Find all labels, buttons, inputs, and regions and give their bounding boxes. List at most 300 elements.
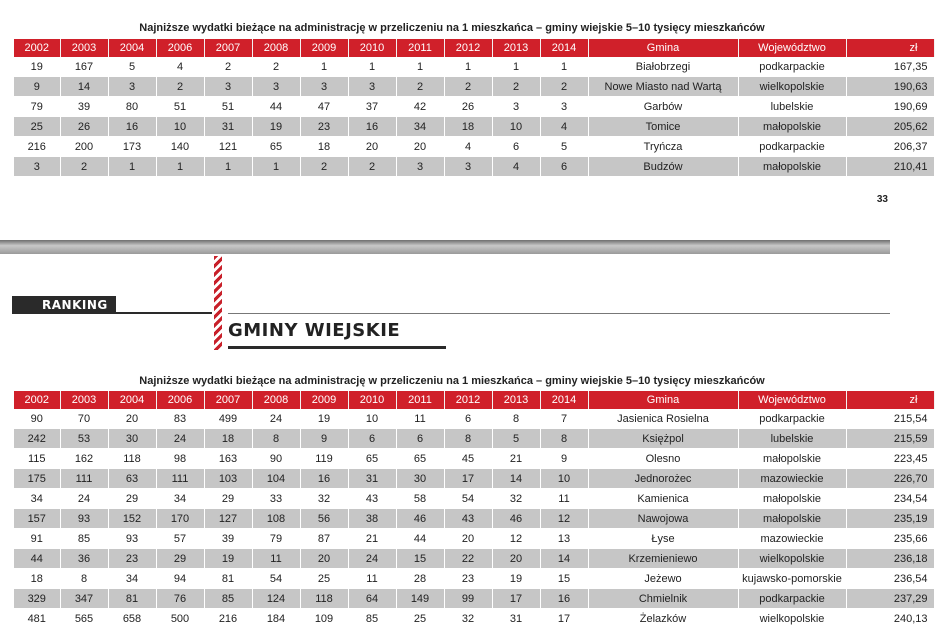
table-cell: 93 <box>108 529 156 549</box>
table-cell: 81 <box>204 569 252 589</box>
table-cell: 1 <box>252 157 300 177</box>
table-cell: 33 <box>252 489 300 509</box>
table-cell: 5 <box>540 137 588 157</box>
column-header: 2004 <box>108 391 156 409</box>
bottom-table-title: Najniższe wydatki bieżące na administrację w przeliczeniu na 1 mieszkańca – gminy wiejskie 5–10 tysięcy mieszkańców <box>139 375 765 387</box>
table-cell: 34 <box>14 489 60 509</box>
page-divider-band <box>0 240 890 254</box>
table-cell: 85 <box>204 589 252 609</box>
table-cell: 19 <box>204 549 252 569</box>
table-cell: 1 <box>492 57 540 77</box>
table-cell: 3 <box>396 157 444 177</box>
table-cell: 223,45 <box>846 449 934 469</box>
ranking-underline <box>116 312 212 314</box>
table-cell: Żelazków <box>588 609 738 629</box>
table-cell: 32 <box>444 609 492 629</box>
table-cell: 16 <box>348 117 396 137</box>
table-cell: 237,29 <box>846 589 934 609</box>
table-cell: 1 <box>204 157 252 177</box>
table-cell: 162 <box>60 449 108 469</box>
table-cell: Tomice <box>588 117 738 137</box>
table-row <box>14 469 934 489</box>
table-cell: 44 <box>14 549 60 569</box>
table-cell: 1 <box>300 57 348 77</box>
table-row <box>14 429 934 449</box>
table-cell: 206,37 <box>846 137 934 157</box>
column-header: 2006 <box>156 391 204 409</box>
table-cell: 5 <box>492 429 540 449</box>
table-cell: 43 <box>444 509 492 529</box>
table-cell: podkarpackie <box>738 409 846 429</box>
table-cell: 31 <box>204 117 252 137</box>
table-cell: 2 <box>540 77 588 97</box>
column-header: 2006 <box>156 39 204 57</box>
table-cell: 20 <box>108 409 156 429</box>
table-cell: 16 <box>300 469 348 489</box>
table-cell: 111 <box>60 469 108 489</box>
table-cell: 104 <box>252 469 300 489</box>
table-cell: 149 <box>396 589 444 609</box>
table-cell: 18 <box>300 137 348 157</box>
table-cell: 9 <box>300 429 348 449</box>
table-cell: 210,41 <box>846 157 934 177</box>
table-cell: 11 <box>348 569 396 589</box>
table-cell: 17 <box>540 609 588 629</box>
table-cell: 1 <box>348 57 396 77</box>
table-cell: 108 <box>252 509 300 529</box>
table-cell: 65 <box>252 137 300 157</box>
table-cell: 2 <box>444 77 492 97</box>
table-cell: 3 <box>108 77 156 97</box>
table-cell: 21 <box>492 449 540 469</box>
table-cell: 20 <box>348 137 396 157</box>
table-cell: 19 <box>14 57 60 77</box>
table-cell: 18 <box>14 569 60 589</box>
table-cell: 16 <box>540 589 588 609</box>
table-cell: wielkopolskie <box>738 77 846 97</box>
table-row <box>14 409 934 429</box>
table-row <box>14 97 934 117</box>
table-cell: 19 <box>252 117 300 137</box>
table-row <box>14 77 934 97</box>
table-cell: lubelskie <box>738 429 846 449</box>
table-cell: 226,70 <box>846 469 934 489</box>
table-cell: 184 <box>252 609 300 629</box>
table-cell: 6 <box>444 409 492 429</box>
table-cell: 4 <box>540 117 588 137</box>
table-cell: 20 <box>492 549 540 569</box>
table-cell: 236,54 <box>846 569 934 589</box>
table-cell: 2 <box>60 157 108 177</box>
table-row <box>14 609 934 629</box>
table-cell: 157 <box>14 509 60 529</box>
table-cell: 3 <box>252 77 300 97</box>
table-cell: 1 <box>108 157 156 177</box>
column-header: zł <box>846 391 934 409</box>
table-cell: 65 <box>396 449 444 469</box>
table-cell: 17 <box>444 469 492 489</box>
top-table-header <box>14 39 934 57</box>
table-cell: 12 <box>540 509 588 529</box>
section-title-underline <box>228 346 446 349</box>
table-cell: 2 <box>492 77 540 97</box>
table-cell: 38 <box>348 509 396 529</box>
table-cell: 76 <box>156 589 204 609</box>
table-row <box>14 117 934 137</box>
table-cell: 152 <box>108 509 156 529</box>
table-cell: Łyse <box>588 529 738 549</box>
table-cell: 163 <box>204 449 252 469</box>
table-row <box>14 157 934 177</box>
table-cell: małopolskie <box>738 489 846 509</box>
table-cell: 54 <box>444 489 492 509</box>
table-cell: 25 <box>14 117 60 137</box>
table-cell: 173 <box>108 137 156 157</box>
table-cell: 200 <box>60 137 108 157</box>
table-cell: 25 <box>300 569 348 589</box>
table-cell: 4 <box>492 157 540 177</box>
table-cell: 216 <box>14 137 60 157</box>
table-cell: 118 <box>300 589 348 609</box>
table-cell: Jeżewo <box>588 569 738 589</box>
table-cell: 70 <box>60 409 108 429</box>
column-header: 2010 <box>348 391 396 409</box>
table-cell: 170 <box>156 509 204 529</box>
table-row <box>14 137 934 157</box>
table-cell: 98 <box>156 449 204 469</box>
table-row <box>14 489 934 509</box>
table-cell: 45 <box>444 449 492 469</box>
table-cell: Księżpol <box>588 429 738 449</box>
table-cell: 24 <box>348 549 396 569</box>
table-cell: Nawojowa <box>588 509 738 529</box>
table-cell: 65 <box>348 449 396 469</box>
table-cell: 29 <box>156 549 204 569</box>
table-cell: 15 <box>396 549 444 569</box>
table-cell: 481 <box>14 609 60 629</box>
table-cell: 20 <box>396 137 444 157</box>
column-header: 2004 <box>108 39 156 57</box>
table-cell: 94 <box>156 569 204 589</box>
table-cell: 14 <box>492 469 540 489</box>
column-header: Gmina <box>588 39 738 57</box>
table-row <box>14 57 934 77</box>
table-cell: lubelskie <box>738 97 846 117</box>
table-cell: 347 <box>60 589 108 609</box>
column-header: Województwo <box>738 39 846 57</box>
table-cell: 3 <box>540 97 588 117</box>
table-cell: 111 <box>156 469 204 489</box>
table-cell: 58 <box>396 489 444 509</box>
table-cell: 91 <box>14 529 60 549</box>
hatched-divider <box>214 256 222 350</box>
table-cell: 46 <box>396 509 444 529</box>
section-title: GMINY WIEJSKIE <box>228 320 401 341</box>
table-cell: 30 <box>108 429 156 449</box>
table-cell: Jasienica Rosielna <box>588 409 738 429</box>
table-cell: 6 <box>540 157 588 177</box>
table-cell: 19 <box>300 409 348 429</box>
table-cell: 24 <box>156 429 204 449</box>
table-cell: 32 <box>492 489 540 509</box>
table-cell: 54 <box>252 569 300 589</box>
table-cell: Chmielnik <box>588 589 738 609</box>
table-cell: 24 <box>60 489 108 509</box>
table-cell: 43 <box>348 489 396 509</box>
table-cell: 93 <box>60 509 108 529</box>
table-cell: 140 <box>156 137 204 157</box>
table-cell: 23 <box>108 549 156 569</box>
table-cell: 25 <box>396 609 444 629</box>
table-cell: 500 <box>156 609 204 629</box>
table-cell: 80 <box>108 97 156 117</box>
table-cell: 12 <box>492 529 540 549</box>
table-cell: 32 <box>300 489 348 509</box>
table-cell: 2 <box>300 157 348 177</box>
table-cell: 21 <box>348 529 396 549</box>
table-cell: 14 <box>540 549 588 569</box>
table-cell: 127 <box>204 509 252 529</box>
table-cell: 90 <box>14 409 60 429</box>
table-cell: 18 <box>444 117 492 137</box>
table-row <box>14 549 934 569</box>
column-header: zł <box>846 39 934 57</box>
table-cell: 1 <box>444 57 492 77</box>
table-cell: 9 <box>540 449 588 469</box>
table-cell: Garbów <box>588 97 738 117</box>
table-cell: 235,19 <box>846 509 934 529</box>
table-cell: 190,69 <box>846 97 934 117</box>
table-cell: 4 <box>156 57 204 77</box>
table-cell: 2 <box>396 77 444 97</box>
table-cell: 39 <box>204 529 252 549</box>
table-cell: Białobrzegi <box>588 57 738 77</box>
table-cell: 81 <box>108 589 156 609</box>
section-rule <box>228 313 890 314</box>
table-row <box>14 569 934 589</box>
column-header: 2013 <box>492 39 540 57</box>
table-cell: 57 <box>156 529 204 549</box>
table-cell: 1 <box>396 57 444 77</box>
table-cell: 124 <box>252 589 300 609</box>
table-cell: 87 <box>300 529 348 549</box>
table-cell: 64 <box>348 589 396 609</box>
ranking-label: RANKING <box>12 296 116 314</box>
column-header: 2014 <box>540 39 588 57</box>
table-cell: 1 <box>540 57 588 77</box>
table-cell: 167 <box>60 57 108 77</box>
table-cell: 10 <box>156 117 204 137</box>
top-ranking-table <box>14 39 935 177</box>
table-cell: 565 <box>60 609 108 629</box>
table-cell: 235,66 <box>846 529 934 549</box>
table-cell: 79 <box>14 97 60 117</box>
table-cell: 234,54 <box>846 489 934 509</box>
column-header: 2002 <box>14 39 60 57</box>
table-row <box>14 449 934 469</box>
table-cell: 8 <box>492 409 540 429</box>
table-cell: Nowe Miasto nad Wartą <box>588 77 738 97</box>
table-cell: 51 <box>204 97 252 117</box>
column-header: 2009 <box>300 391 348 409</box>
table-cell: 30 <box>396 469 444 489</box>
table-cell: 240,13 <box>846 609 934 629</box>
column-header: 2010 <box>348 39 396 57</box>
table-cell: 2 <box>348 157 396 177</box>
table-cell: 2 <box>252 57 300 77</box>
table-cell: małopolskie <box>738 117 846 137</box>
table-cell: 99 <box>444 589 492 609</box>
table-cell: podkarpackie <box>738 589 846 609</box>
table-cell: 20 <box>444 529 492 549</box>
column-header: 2008 <box>252 39 300 57</box>
table-cell: wielkopolskie <box>738 609 846 629</box>
table-cell: 26 <box>444 97 492 117</box>
column-header: 2003 <box>60 39 108 57</box>
table-cell: 3 <box>492 97 540 117</box>
page-number: 33 <box>876 194 888 205</box>
table-cell: 28 <box>396 569 444 589</box>
table-cell: 3 <box>348 77 396 97</box>
table-row <box>14 509 934 529</box>
table-cell: 658 <box>108 609 156 629</box>
table-cell: 3 <box>14 157 60 177</box>
table-row <box>14 589 934 609</box>
table-cell: 24 <box>252 409 300 429</box>
table-cell: 103 <box>204 469 252 489</box>
table-cell: 215,59 <box>846 429 934 449</box>
bottom-ranking-table <box>14 391 935 629</box>
table-cell: małopolskie <box>738 157 846 177</box>
table-cell: 18 <box>204 429 252 449</box>
table-cell: kujawsko-pomorskie <box>738 569 846 589</box>
table-cell: 23 <box>300 117 348 137</box>
table-cell: 13 <box>540 529 588 549</box>
table-cell: 10 <box>492 117 540 137</box>
table-cell: 47 <box>300 97 348 117</box>
table-cell: 23 <box>444 569 492 589</box>
table-cell: 22 <box>444 549 492 569</box>
table-cell: 3 <box>444 157 492 177</box>
table-cell: 17 <box>492 589 540 609</box>
table-cell: 118 <box>108 449 156 469</box>
table-cell: 121 <box>204 137 252 157</box>
table-cell: 19 <box>492 569 540 589</box>
table-cell: 2 <box>156 77 204 97</box>
table-cell: 42 <box>396 97 444 117</box>
table-cell: 46 <box>492 509 540 529</box>
table-cell: 236,18 <box>846 549 934 569</box>
table-cell: 20 <box>300 549 348 569</box>
table-cell: 205,62 <box>846 117 934 137</box>
column-header: 2014 <box>540 391 588 409</box>
table-cell: Jednorożec <box>588 469 738 489</box>
table-cell: 44 <box>252 97 300 117</box>
table-cell: 34 <box>156 489 204 509</box>
column-header: 2013 <box>492 391 540 409</box>
table-cell: 29 <box>204 489 252 509</box>
table-cell: 83 <box>156 409 204 429</box>
table-cell: 51 <box>156 97 204 117</box>
table-cell: Krzemieniewo <box>588 549 738 569</box>
column-header: 2012 <box>444 391 492 409</box>
table-cell: 56 <box>300 509 348 529</box>
table-cell: 9 <box>14 77 60 97</box>
top-table-title: Najniższe wydatki bieżące na administrację w przeliczeniu na 1 mieszkańca – gminy wiejskie 5–10 tysięcy mieszkańców <box>139 22 765 34</box>
table-cell: 44 <box>396 529 444 549</box>
table-cell: 5 <box>108 57 156 77</box>
table-cell: 85 <box>348 609 396 629</box>
table-cell: 8 <box>60 569 108 589</box>
table-cell: podkarpackie <box>738 57 846 77</box>
table-cell: 242 <box>14 429 60 449</box>
table-cell: 4 <box>444 137 492 157</box>
table-cell: 36 <box>60 549 108 569</box>
table-cell: 3 <box>204 77 252 97</box>
table-cell: Kamienica <box>588 489 738 509</box>
column-header: 2012 <box>444 39 492 57</box>
table-cell: 109 <box>300 609 348 629</box>
table-cell: 39 <box>60 97 108 117</box>
table-cell: 14 <box>60 77 108 97</box>
table-cell: 8 <box>540 429 588 449</box>
table-cell: 190,63 <box>846 77 934 97</box>
column-header: 2008 <box>252 391 300 409</box>
table-cell: 3 <box>300 77 348 97</box>
table-row <box>14 529 934 549</box>
table-cell: 8 <box>252 429 300 449</box>
table-cell: 215,54 <box>846 409 934 429</box>
table-cell: 119 <box>300 449 348 469</box>
table-cell: 29 <box>108 489 156 509</box>
table-cell: 11 <box>396 409 444 429</box>
table-cell: Budzów <box>588 157 738 177</box>
table-cell: 6 <box>492 137 540 157</box>
table-cell: 329 <box>14 589 60 609</box>
table-cell: małopolskie <box>738 509 846 529</box>
column-header: 2007 <box>204 39 252 57</box>
table-cell: 31 <box>492 609 540 629</box>
table-cell: 16 <box>108 117 156 137</box>
column-header: 2003 <box>60 391 108 409</box>
table-cell: 1 <box>156 157 204 177</box>
table-cell: 11 <box>540 489 588 509</box>
column-header: 2002 <box>14 391 60 409</box>
column-header: Gmina <box>588 391 738 409</box>
bottom-table-header <box>14 391 934 409</box>
column-header: 2007 <box>204 391 252 409</box>
table-cell: 31 <box>348 469 396 489</box>
table-cell: Olesno <box>588 449 738 469</box>
table-cell: 175 <box>14 469 60 489</box>
column-header: 2009 <box>300 39 348 57</box>
table-cell: 26 <box>60 117 108 137</box>
table-cell: 85 <box>60 529 108 549</box>
table-cell: 8 <box>444 429 492 449</box>
table-cell: 63 <box>108 469 156 489</box>
table-cell: 37 <box>348 97 396 117</box>
table-cell: mazowieckie <box>738 529 846 549</box>
table-cell: 216 <box>204 609 252 629</box>
table-cell: 115 <box>14 449 60 469</box>
table-cell: 6 <box>396 429 444 449</box>
column-header: 2011 <box>396 39 444 57</box>
table-cell: Tryńcza <box>588 137 738 157</box>
table-cell: 6 <box>348 429 396 449</box>
column-header: Województwo <box>738 391 846 409</box>
table-cell: 7 <box>540 409 588 429</box>
table-cell: 53 <box>60 429 108 449</box>
